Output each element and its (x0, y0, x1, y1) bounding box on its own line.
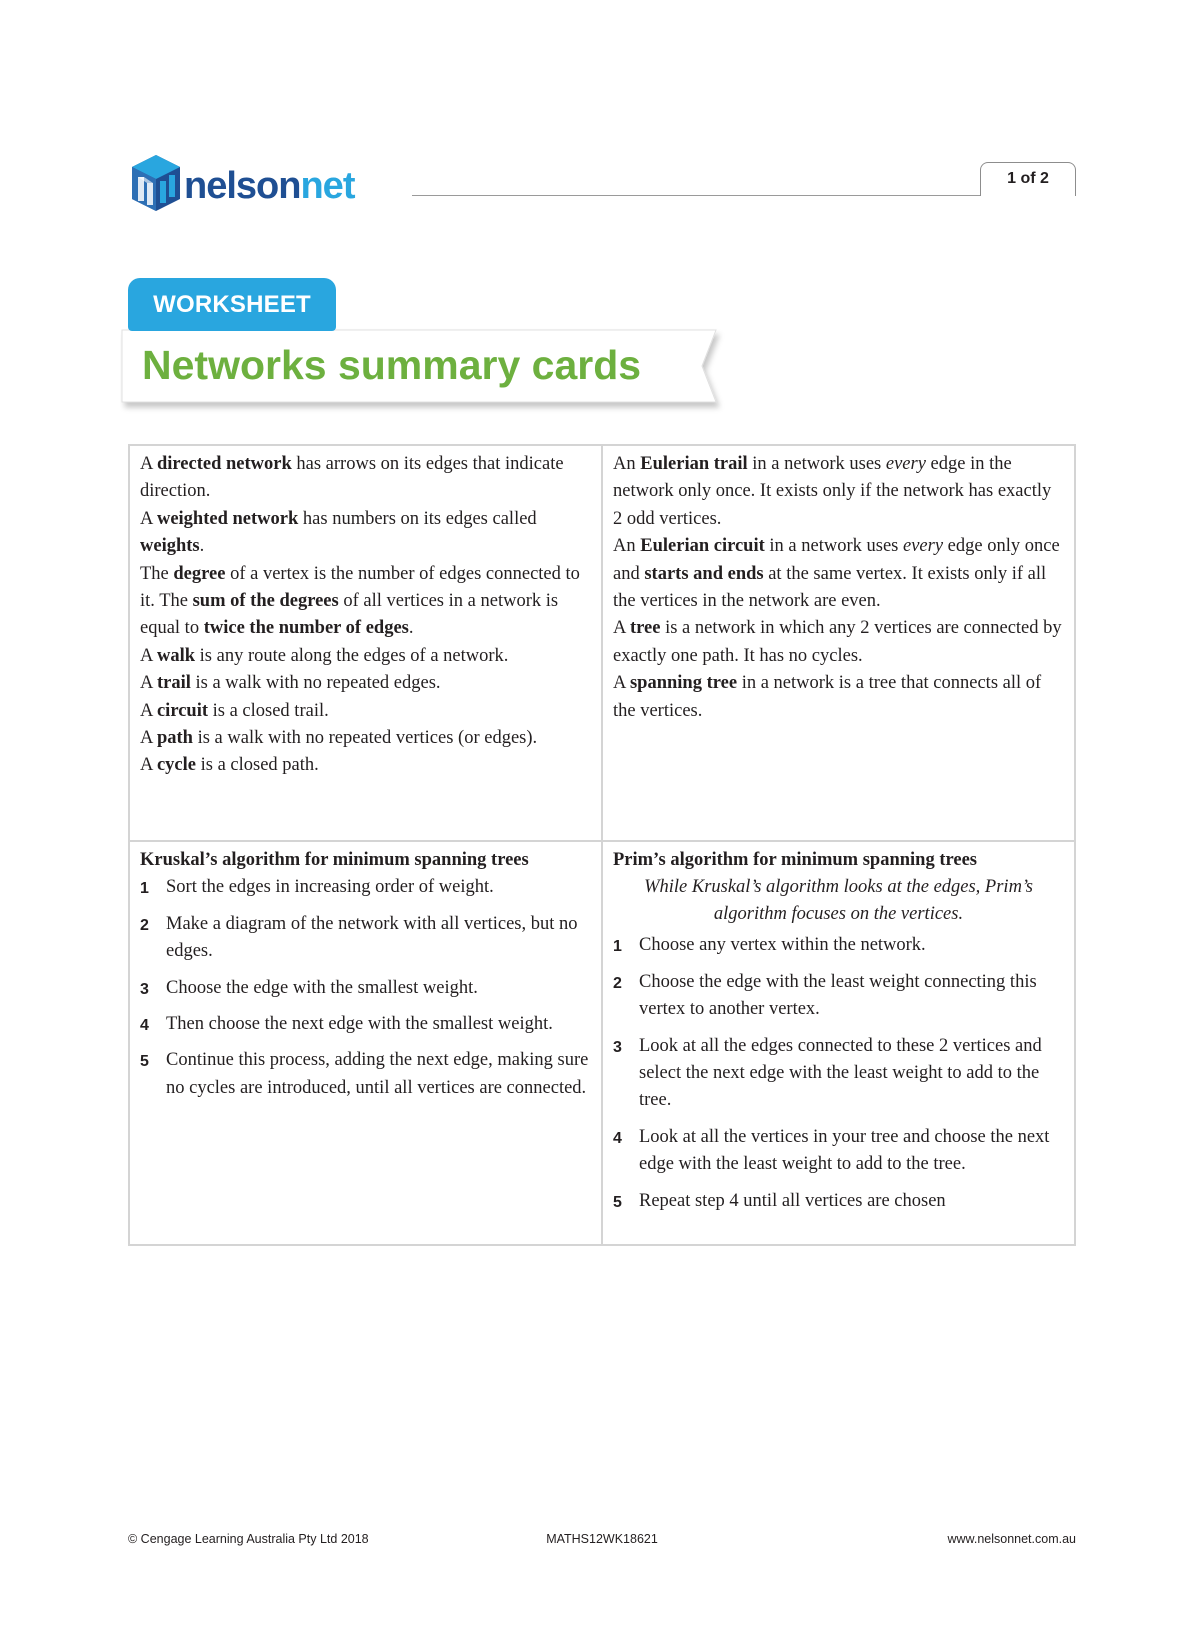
card-kruskal-algorithm (129, 841, 602, 1245)
step-text: Repeat step 4 until all vertices are chosen (639, 1190, 946, 1211)
definition-text: of all vertices in a network is equal to (140, 591, 559, 639)
definition-text: is any route along the edges of a network. (195, 645, 509, 666)
page-header (0, 0, 1200, 240)
step-number: 1 (613, 938, 622, 956)
definition-item (140, 698, 591, 725)
definition-item (140, 506, 591, 561)
step-number: 2 (613, 974, 622, 992)
step-text: Choose any vertex within the network. (639, 935, 926, 956)
definition-text: A (140, 454, 157, 474)
step-text: Look at all the edges connected to these 2 vertices and select the next edge with the least weight to add to the tree. (639, 1035, 1042, 1111)
definition-text: has arrows on its edges that indicate direction. (140, 454, 564, 502)
step-text: Choose the edge with the least weight connecting this vertex to another vertex. (639, 971, 1037, 1020)
definition-text: edge in the network only once. It exists only if the network has exactly 2 odd vertices. (613, 454, 1052, 529)
card-heading: Kruskal’s algorithm for minimum spanning trees (140, 850, 529, 870)
nelsonnet-cube-logo-icon (128, 153, 184, 219)
worksheet-title-block (120, 274, 780, 424)
footer-product-code: MATHS12WK18621 (546, 1532, 658, 1546)
definition-text: is a closed trail. (208, 700, 329, 721)
definition-text: of a vertex is the number of edges connected to it. The (140, 563, 580, 612)
definition-text: is a walk with no repeated edges. (190, 673, 441, 694)
definition-item (140, 561, 591, 643)
definition-term: cycle (156, 755, 196, 776)
definition-text: in a network uses (764, 536, 903, 557)
algorithm-step (140, 1011, 591, 1038)
step-number: 3 (613, 1038, 622, 1056)
step-number: 4 (140, 1017, 149, 1035)
step-number: 1 (140, 880, 149, 898)
algorithm-step (613, 932, 1064, 959)
card-prim-algorithm (602, 841, 1075, 1245)
definition-text: . (408, 618, 414, 639)
definition-term: trail (156, 673, 191, 694)
definition-term: degree (173, 563, 226, 584)
step-text: Continue this process, adding the next edge, making sure no cycles are introduced, until all vertices are connected. (166, 1050, 589, 1098)
definition-term: sum of the degrees (192, 591, 339, 612)
definition-text: A (140, 700, 157, 721)
definition-text: . (199, 536, 205, 557)
step-number: 2 (140, 916, 149, 934)
algorithm-step (140, 975, 591, 1002)
logo-wordmark (184, 167, 354, 205)
definition-text: A (613, 618, 630, 639)
emphasis-text: every (885, 454, 926, 474)
step-text: Sort the edges in increasing order of weight. (166, 877, 494, 898)
step-number: 4 (613, 1129, 622, 1147)
definitions-list (613, 451, 1064, 725)
step-number: 3 (140, 980, 149, 998)
prim-steps-list (613, 932, 1064, 1215)
definition-text: edge only once and (613, 536, 1060, 584)
definition-item (140, 725, 591, 752)
definition-text: A (140, 645, 157, 666)
definition-term: walk (156, 645, 196, 666)
logo-text-net: net (300, 165, 355, 207)
definition-text: is a closed path. (196, 755, 319, 776)
definition-text: A (140, 728, 157, 749)
definition-text: An (613, 454, 641, 474)
definition-term: Eulerian trail (640, 454, 748, 474)
definition-text: at the same vertex. It exists only if all the vertices in the network are even. (613, 563, 1047, 612)
algorithm-step (613, 969, 1064, 1024)
definition-term: starts and ends (644, 563, 764, 584)
definition-text: is a network in which any 2 vertices are connected by exactly one path. It has no cycles. (613, 618, 1062, 666)
definition-text: is a walk with no repeated vertices (or edges). (192, 728, 538, 749)
definition-text: in a network uses (747, 454, 886, 474)
algorithm-step (140, 874, 591, 901)
summary-cards-table (128, 444, 1076, 1246)
step-text: Then choose the next edge with the smallest weight. (166, 1014, 553, 1035)
step-text: Make a diagram of the network with all vertices, but no edges. (166, 913, 578, 962)
definition-term: directed network (156, 454, 292, 474)
page-indicator: 1 of 2 (980, 162, 1076, 196)
definition-term: weights (140, 536, 200, 557)
nelsonnet-logo (128, 153, 418, 229)
definition-item (613, 533, 1064, 615)
step-text: Look at all the vertices in your tree and choose the next edge with the least weight to add to the tree. (639, 1126, 1050, 1175)
footer-website: www.nelsonnet.com.au (947, 1532, 1076, 1546)
worksheet-label: WORKSHEET (128, 278, 336, 331)
definition-item (613, 615, 1064, 670)
definition-term: circuit (156, 700, 208, 721)
definition-term: weighted network (156, 508, 299, 529)
definition-text: A (140, 755, 157, 776)
card-network-definitions (129, 445, 602, 841)
definitions-list (140, 451, 591, 780)
card-eulerian-and-trees (602, 445, 1075, 841)
algorithm-step (140, 911, 591, 966)
definition-term: path (156, 728, 193, 749)
definition-text: An (613, 536, 641, 557)
definition-term: tree (629, 618, 661, 639)
step-text: Choose the edge with the smallest weight. (166, 977, 478, 998)
definition-item (140, 670, 591, 697)
page-title: Networks summary cards (142, 342, 642, 388)
card-intro-note: While Kruskal’s algorithm looks at the edges, Prim’s algorithm focuses on the vertices. (644, 877, 1033, 925)
logo-text-nelson: nelson (184, 165, 301, 207)
definition-text: has numbers on its edges called (298, 508, 537, 529)
algorithm-step (613, 1033, 1064, 1115)
emphasis-text: every (903, 536, 944, 557)
definition-text: A (140, 673, 157, 694)
definition-item (140, 451, 591, 506)
step-number: 5 (140, 1053, 149, 1071)
definition-text: The (140, 563, 174, 584)
page-footer (128, 1532, 1076, 1552)
definition-text: in a network is a tree that connects all of the vertices. (613, 673, 1042, 721)
card-heading: Prim’s algorithm for minimum spanning trees (613, 850, 977, 870)
step-number: 5 (613, 1193, 622, 1211)
definition-text: A (613, 673, 630, 694)
algorithm-step (140, 1047, 591, 1102)
definition-item (140, 752, 591, 779)
definition-item (613, 670, 1064, 725)
definition-term: twice the number of edges (203, 618, 409, 639)
definition-term: spanning tree (629, 673, 738, 694)
definition-item (613, 451, 1064, 533)
algorithm-step (613, 1188, 1064, 1215)
definition-item (140, 643, 591, 670)
kruskal-steps-list (140, 874, 591, 1102)
header-divider (412, 195, 980, 196)
footer-copyright: © Cengage Learning Australia Pty Ltd 2018 (128, 1532, 369, 1546)
definition-term: Eulerian circuit (640, 536, 765, 557)
definition-text: A (140, 508, 157, 529)
algorithm-step (613, 1124, 1064, 1179)
